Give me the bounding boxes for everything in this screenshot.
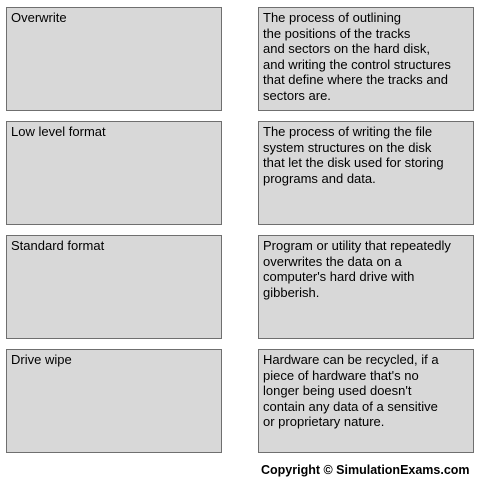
copyright-notice: Copyright © SimulationExams.com	[261, 463, 470, 477]
term-box-standard-format[interactable]: Standard format	[6, 235, 222, 339]
term-box-low-level-format[interactable]: Low level format	[6, 121, 222, 225]
term-box-drive-wipe[interactable]: Drive wipe	[6, 349, 222, 453]
definition-box-4[interactable]: Hardware can be recycled, if a piece of hardware that's no longer being used doesn't contain any data of a sensitive or proprietary nature.	[258, 349, 474, 453]
definition-box-1[interactable]: The process of outlining the positions of the tracks and sectors on the hard disk, and writing the control structures that define where the tracks and sectors are.	[258, 7, 474, 111]
term-box-overwrite[interactable]: Overwrite	[6, 7, 222, 111]
definition-box-2[interactable]: The process of writing the file system structures on the disk that let the disk used for storing programs and data.	[258, 121, 474, 225]
definition-box-3[interactable]: Program or utility that repeatedly overwrites the data on a computer's hard drive with gibberish.	[258, 235, 474, 339]
